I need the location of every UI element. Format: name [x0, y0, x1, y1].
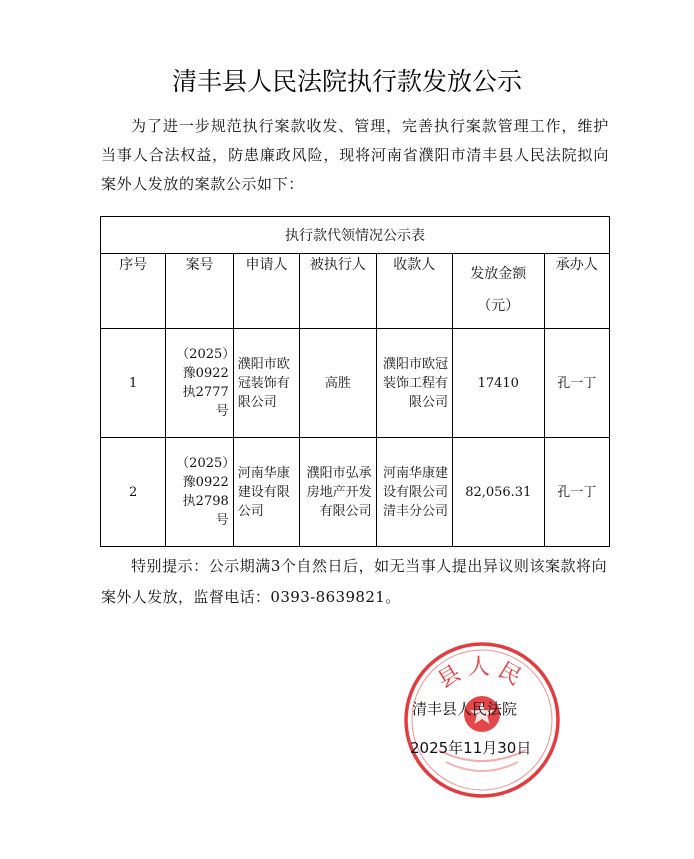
cell-payee: 濮阳市欧冠装饰工程有限公司	[376, 329, 452, 438]
header-index: 序号	[101, 254, 166, 329]
special-note: 特别提示：公示期满3个自然日后，如无当事人提出异议则该案款将向案外人发放，监督电话：0393-8639821。	[101, 557, 607, 606]
svg-text:县人民	[434, 655, 531, 694]
cell-index: 2	[101, 438, 166, 547]
cell-amount: 17410	[453, 329, 545, 438]
header-payee: 收款人	[376, 254, 452, 329]
court-seal-stamp	[402, 640, 562, 800]
cell-amount: 82,056.31	[453, 438, 545, 547]
cell-payee: 河南华康建设有限公司清丰分公司	[376, 438, 452, 547]
cell-case-no: （2025）豫0922执2798号	[166, 438, 233, 547]
header-amount: 发放金额（元）	[453, 254, 545, 329]
cell-case-no: （2025）豫0922执2777号	[166, 329, 233, 438]
cell-respondent: 高胜	[300, 329, 376, 438]
table-row	[101, 438, 610, 547]
header-handler: 承办人	[544, 254, 609, 329]
cell-handler: 孔一丁	[544, 329, 609, 438]
signature-date: 2025年11月30日	[410, 739, 532, 757]
header-case-no: 案号	[166, 254, 233, 329]
header-respondent: 被执行人	[300, 254, 376, 329]
cell-applicant: 濮阳市欧冠装饰有限公司	[233, 329, 299, 438]
table-row	[101, 329, 610, 438]
cell-index: 1	[101, 329, 166, 438]
document-title: 清丰县人民法院执行款发放公示	[171, 67, 522, 96]
table-header-row	[101, 254, 610, 329]
cell-applicant: 河南华康建设有限公司	[233, 438, 299, 547]
intro-paragraph: 为了进一步规范执行案款收发、管理，完善执行案款管理工作，维护当事人合法权益，防患廉政风险，现将河南省濮阳市清丰县人民法院拟向案外人发放的案款公示如下：	[101, 117, 609, 193]
table-caption: 执行款代领情况公示表	[101, 217, 610, 254]
header-applicant: 申请人	[233, 254, 299, 329]
disbursement-table	[100, 216, 610, 547]
signature-org: 清丰县人民法院	[412, 700, 518, 718]
cell-respondent: 濮阳市弘承房地产开发有限公司	[300, 438, 376, 547]
seal-text: 县人民	[433, 655, 531, 694]
cell-handler: 孔一丁	[544, 438, 609, 547]
